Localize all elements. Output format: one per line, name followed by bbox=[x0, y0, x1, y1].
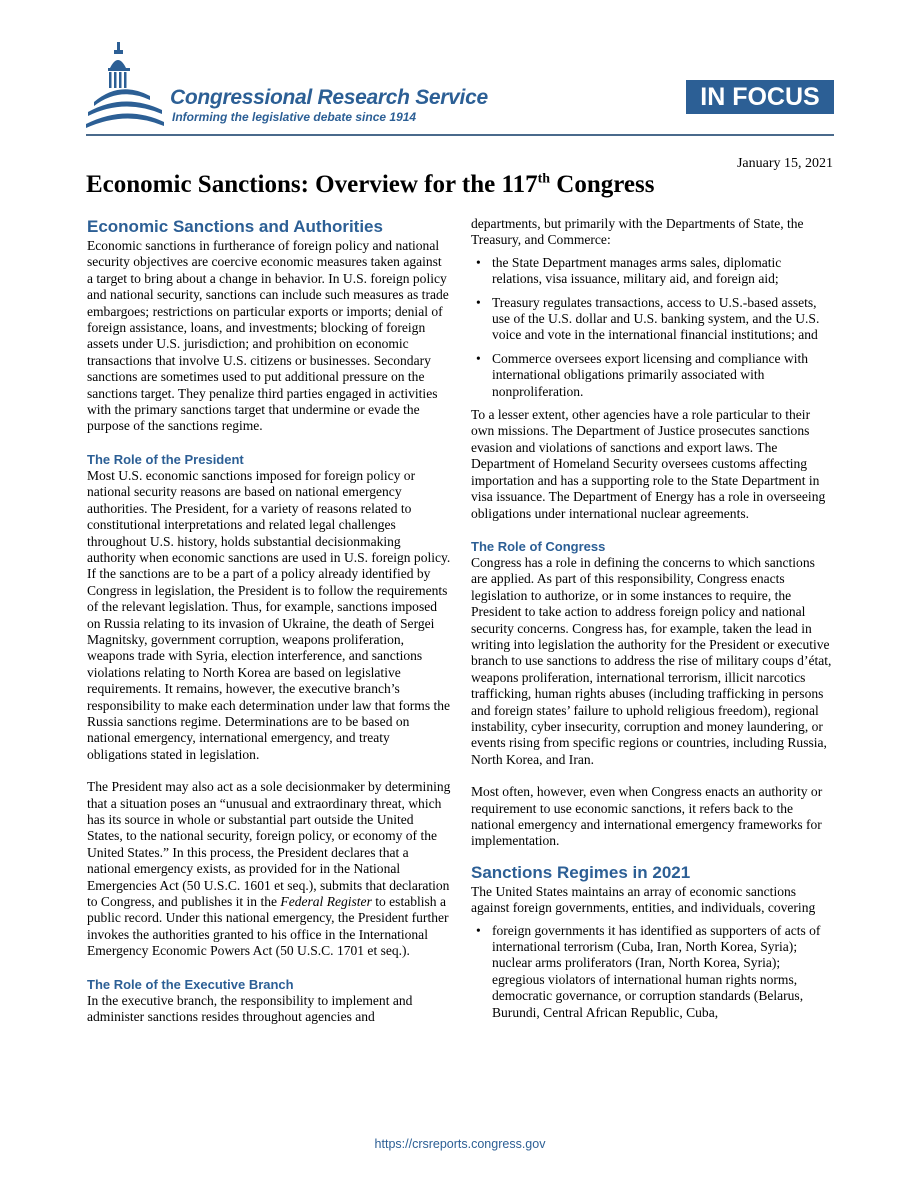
paragraph-president-2-text-a: The President may also act as a sole decisionmaker by determining that a situation poses an “unusual and extraordinary threat, which has its source in whole or substantial part outside the United States, to the national security, foreign policy, or economy of the United States.” In this process, the President declares that a national emergency exists, as provided for in the National Emergencies Act (50 U.S.C. 1601 et seq.), submits that declaration to Congress, and publishes it in the bbox=[87, 779, 451, 910]
heading-president: The Role of the President bbox=[87, 451, 244, 467]
heading-executive: The Role of the Executive Branch bbox=[87, 976, 294, 992]
list-item-text: Commerce oversees export licensing and compliance with international obligations primarily associated with nonproliferation. bbox=[492, 350, 808, 399]
paragraph-other-agencies: To a lesser extent, other agencies have a role particular to their own missions. The Department of Justice prosecutes sanctions evasion and violations of sanctions and export laws. The Department of Homeland Security oversees customs affecting importation and has a supporting role to the State Department in visa issuance. The Department of Energy has a role in overseeing obligations under international nuclear agreements. bbox=[471, 407, 826, 521]
list-item bbox=[471, 255, 834, 288]
heading-regimes: Sanctions Regimes in 2021 bbox=[471, 862, 691, 882]
right-column bbox=[471, 216, 834, 1028]
federal-register-italic: Federal Register bbox=[280, 894, 372, 910]
list-item bbox=[471, 351, 834, 400]
list-item-text: Treasury regulates transactions, access to U.S.-based assets, use of the U.S. dollar and U.S. banking system, and the U.S. voice and vote in the international financial institutions; and bbox=[492, 294, 820, 343]
list-item bbox=[471, 923, 834, 1021]
footer-url-link[interactable]: https://crsreports.congress.gov bbox=[374, 1137, 546, 1151]
heading-congress: The Role of Congress bbox=[471, 538, 606, 554]
bullet-dot: • bbox=[476, 350, 481, 366]
paragraph-congress-2: Most often, however, even when Congress enacts an authority or requirement to use economic sanctions, it refers back to the national emergency and international emergency frameworks for implementation. bbox=[471, 784, 823, 849]
list-item bbox=[471, 295, 834, 344]
title-superscript: th bbox=[537, 171, 551, 187]
publication-date: January 15, 2021 bbox=[736, 156, 833, 171]
in-focus-badge: IN FOCUS bbox=[686, 80, 834, 114]
bullet-dot: • bbox=[476, 922, 481, 938]
org-tagline: Informing the legislative debate since 1914 bbox=[172, 110, 417, 124]
paragraph-regimes: The United States maintains an array of economic sanctions against foreign governments, entities, and individuals, covering bbox=[471, 883, 816, 916]
regimes-bullet-list bbox=[471, 923, 834, 1021]
list-item-text: the State Department manages arms sales, diplomatic relations, visa issuance, military aid, and foreign aid; bbox=[492, 254, 782, 287]
bullet-dot: • bbox=[476, 254, 481, 270]
agency-bullet-list bbox=[471, 255, 834, 400]
org-name: Congressional Research Service bbox=[170, 86, 488, 109]
paragraph-continued: departments, but primarily with the Departments of State, the Treasury, and Commerce: bbox=[471, 216, 804, 248]
paragraph-congress-1: Congress has a role in defining the concerns to which sanctions are applied. As part of this responsibility, Congress enacts legislation to authorize, or in some instances to require, the President to take action to address foreign policy and national security concerns. Congress has, for example, taken the lead in writing into legislation the authority for the President or executive branch to use sanctions to address the rise of military coups d’état, weapons proliferation, international terrorism, illicit narcotics trafficking, human rights abuses (including trafficking in persons and foreign states’ failure to uphold religious freedom), regional instability, cyber insecurity, corruption and money laundering, or events rising from specific regions or countries, including Russia, North Korea, and Iran. bbox=[471, 554, 832, 767]
paragraph-authorities: Economic sanctions in furtherance of foreign policy and national security objectives are coercive economic measures taken against a target to bring about a change in behavior. In U.S. foreign policy and national security, sanctions can include such measures as trade embargoes; restrictions on particular exports or imports; denial of foreign assistance, loans, and investments; blocking of foreign assets under U.S. jurisdiction; and prohibition on economic transactions that involve U.S. citizens or businesses. Secondary sanctions are sometimes used to put additional pressure on the sanctions target. They penalize third parties engaged in activities with the primary sanctions target that undermine or evade the purpose of the sanctions regime. bbox=[87, 238, 449, 434]
heading-authorities: Economic Sanctions and Authorities bbox=[87, 217, 383, 236]
paragraph-president-2 bbox=[87, 779, 451, 959]
paragraph-executive: In the executive branch, the responsibility to implement and administer sanctions resides throughout agencies and bbox=[87, 992, 413, 1025]
page-title bbox=[86, 171, 654, 199]
paragraph-president-2-text-b: to establish a public record. Under this national emergency, the President further invokes the authorities granted to his office in the International Emergency Economic Powers Act (50 U.S.C. 1701 et seq.). bbox=[87, 894, 449, 959]
header-divider bbox=[86, 134, 834, 136]
title-main: Economic Sanctions: Overview for the 117 bbox=[86, 171, 538, 198]
title-tail: Congress bbox=[550, 171, 655, 198]
list-item-text: foreign governments it has identified as supporters of acts of international terrorism (Cuba, Iran, North Korea, Syria); nuclear arms proliferators (Iran, North Korea, Syria); egregious violators of international human rights norms, democratic governance, or corruption standards (Belarus, Burundi, Central African Republic, Cuba, bbox=[492, 922, 821, 1020]
left-column bbox=[87, 216, 451, 1025]
paragraph-president-1: Most U.S. economic sanctions imposed for foreign policy or national security reasons are based on national emergency authorities. The President, for a variety of reasons related to constitutional interpretations and related legal challenges throughout U.S. history, holds substantial decisionmaking authority when economic sanctions are used in U.S. foreign policy. If the sanctions are to be a part of a policy already identified by Congress in legislation, the President is to follow the requirements of the relevant legislation. Thus, for example, sanctions imposed on Russia relating to its invasion of Ukraine, the death of Sergei Magnitsky, government corruption, weapons proliferation, weapons trade with Syria, election interference, and sanctions violations relating to North Korea are based on legislative requirements. It remains, however, the executive branch’s responsibility to make each determination under law that forms the Russia sanctions regime. Determinations are to be based on national emergency, international emergency, and treaty obligations stated in legislation. bbox=[87, 467, 451, 762]
bullet-dot: • bbox=[476, 294, 481, 310]
crs-capitol-logo-icon bbox=[86, 40, 166, 130]
